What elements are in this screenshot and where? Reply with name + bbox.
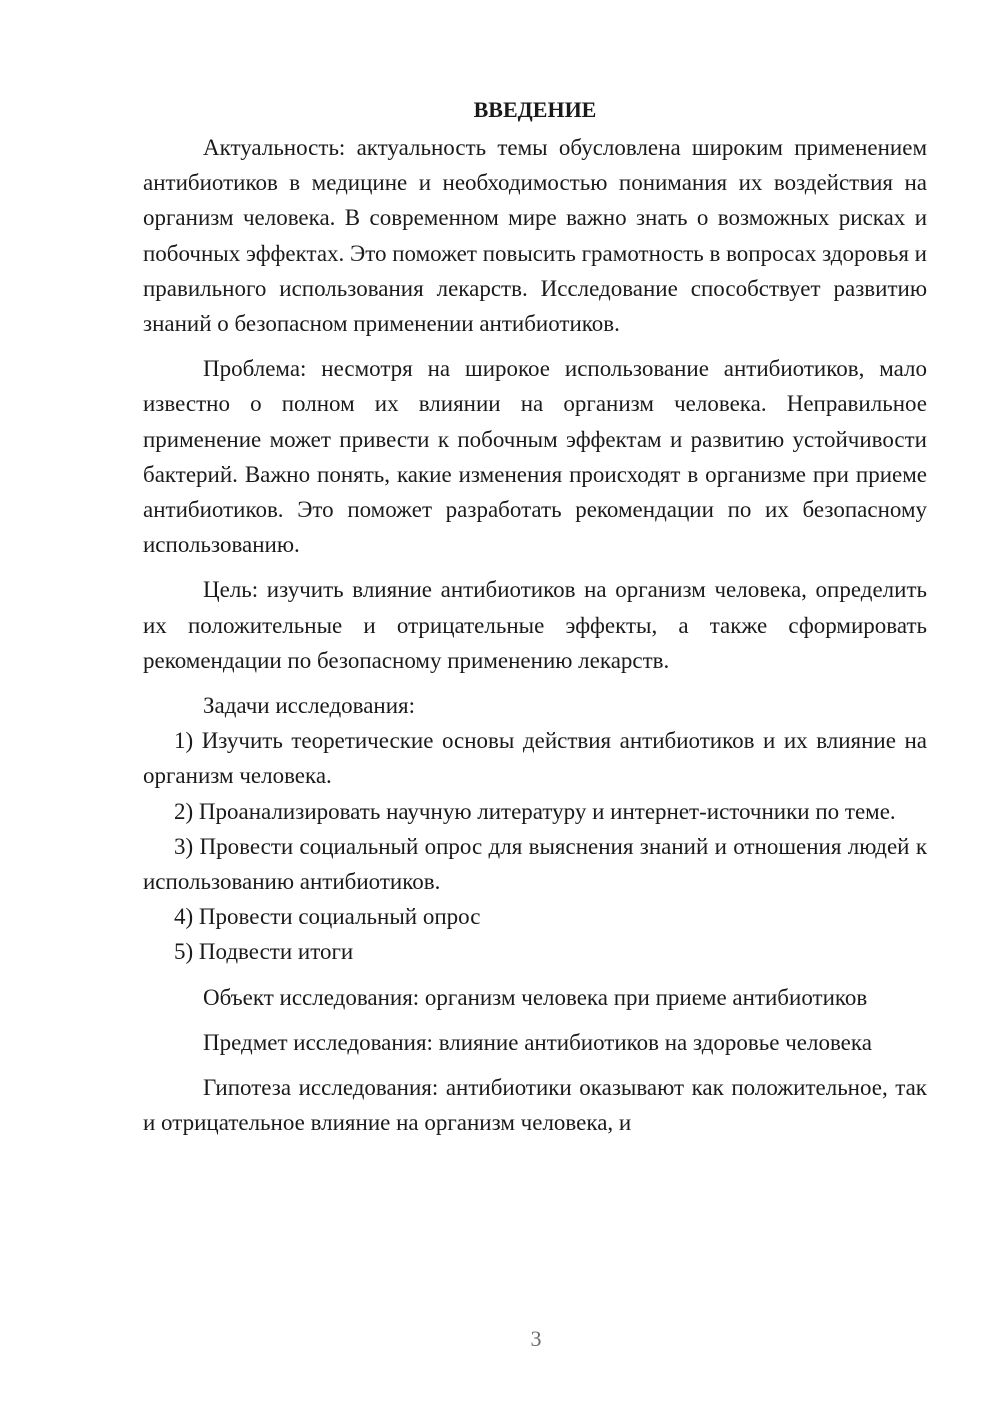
task-item-1: 1) Изучить теоретические основы действия антибиотиков и их влияние на организм человека. — [143, 728, 927, 789]
page-content — [143, 92, 927, 1140]
task-item-2: 2) Проанализировать научную литературу и интернет-источники по теме. — [174, 798, 896, 824]
page-title: ВВЕДЕНИЕ — [473, 97, 597, 122]
page-number: 3 — [530, 1326, 542, 1351]
task-item-3: 3) Провести социальный опрос для выяснения знаний и отношения людей к использованию антибиотиков. — [143, 833, 927, 895]
goal-paragraph: Цель: изучить влияние антибиотиков на организм человека, определить их положительные и отрицательные эффекты, а также сформировать рекомендации по безопасному применению лекарств. — [143, 577, 927, 673]
task-item-5: 5) Подвести итоги — [174, 939, 354, 965]
hypothesis-paragraph: Гипотеза исследования: антибиотики оказывают как положительное, так и отрицательное влияние на организм человека, и — [143, 1075, 927, 1136]
tasks-heading: Задачи исследования: — [203, 693, 416, 719]
task-item-4: 4) Провести социальный опрос — [174, 904, 481, 930]
relevance-paragraph: Актуальность: актуальность темы обусловлена широким применением антибиотиков в медицине и необходимостью понимания их воздействия на организм человека. В современном мире важно знать о возможных рисках и побочных эффектах. Это поможет повысить грамотность в вопросах здоровья и правильного использования лекарств. Исследование способствует развитию знаний о безопасном применении антибиотиков. — [143, 135, 927, 337]
subject-paragraph: Предмет исследования: влияние антибиотиков на здоровье человека — [203, 1029, 872, 1055]
problem-paragraph: Проблема: несмотря на широкое использование антибиотиков, мало известно о полном их влиянии на организм человека. Неправильное применение может привести к побочным эффектам и развитию устойчивости бактерий. Важно понять, какие изменения происходят в организме при приеме антибиотиков. Это поможет разработать рекомендации по их безопасному использованию. — [143, 356, 927, 558]
object-paragraph: Объект исследования: организм человека при приеме антибиотиков — [203, 984, 868, 1010]
